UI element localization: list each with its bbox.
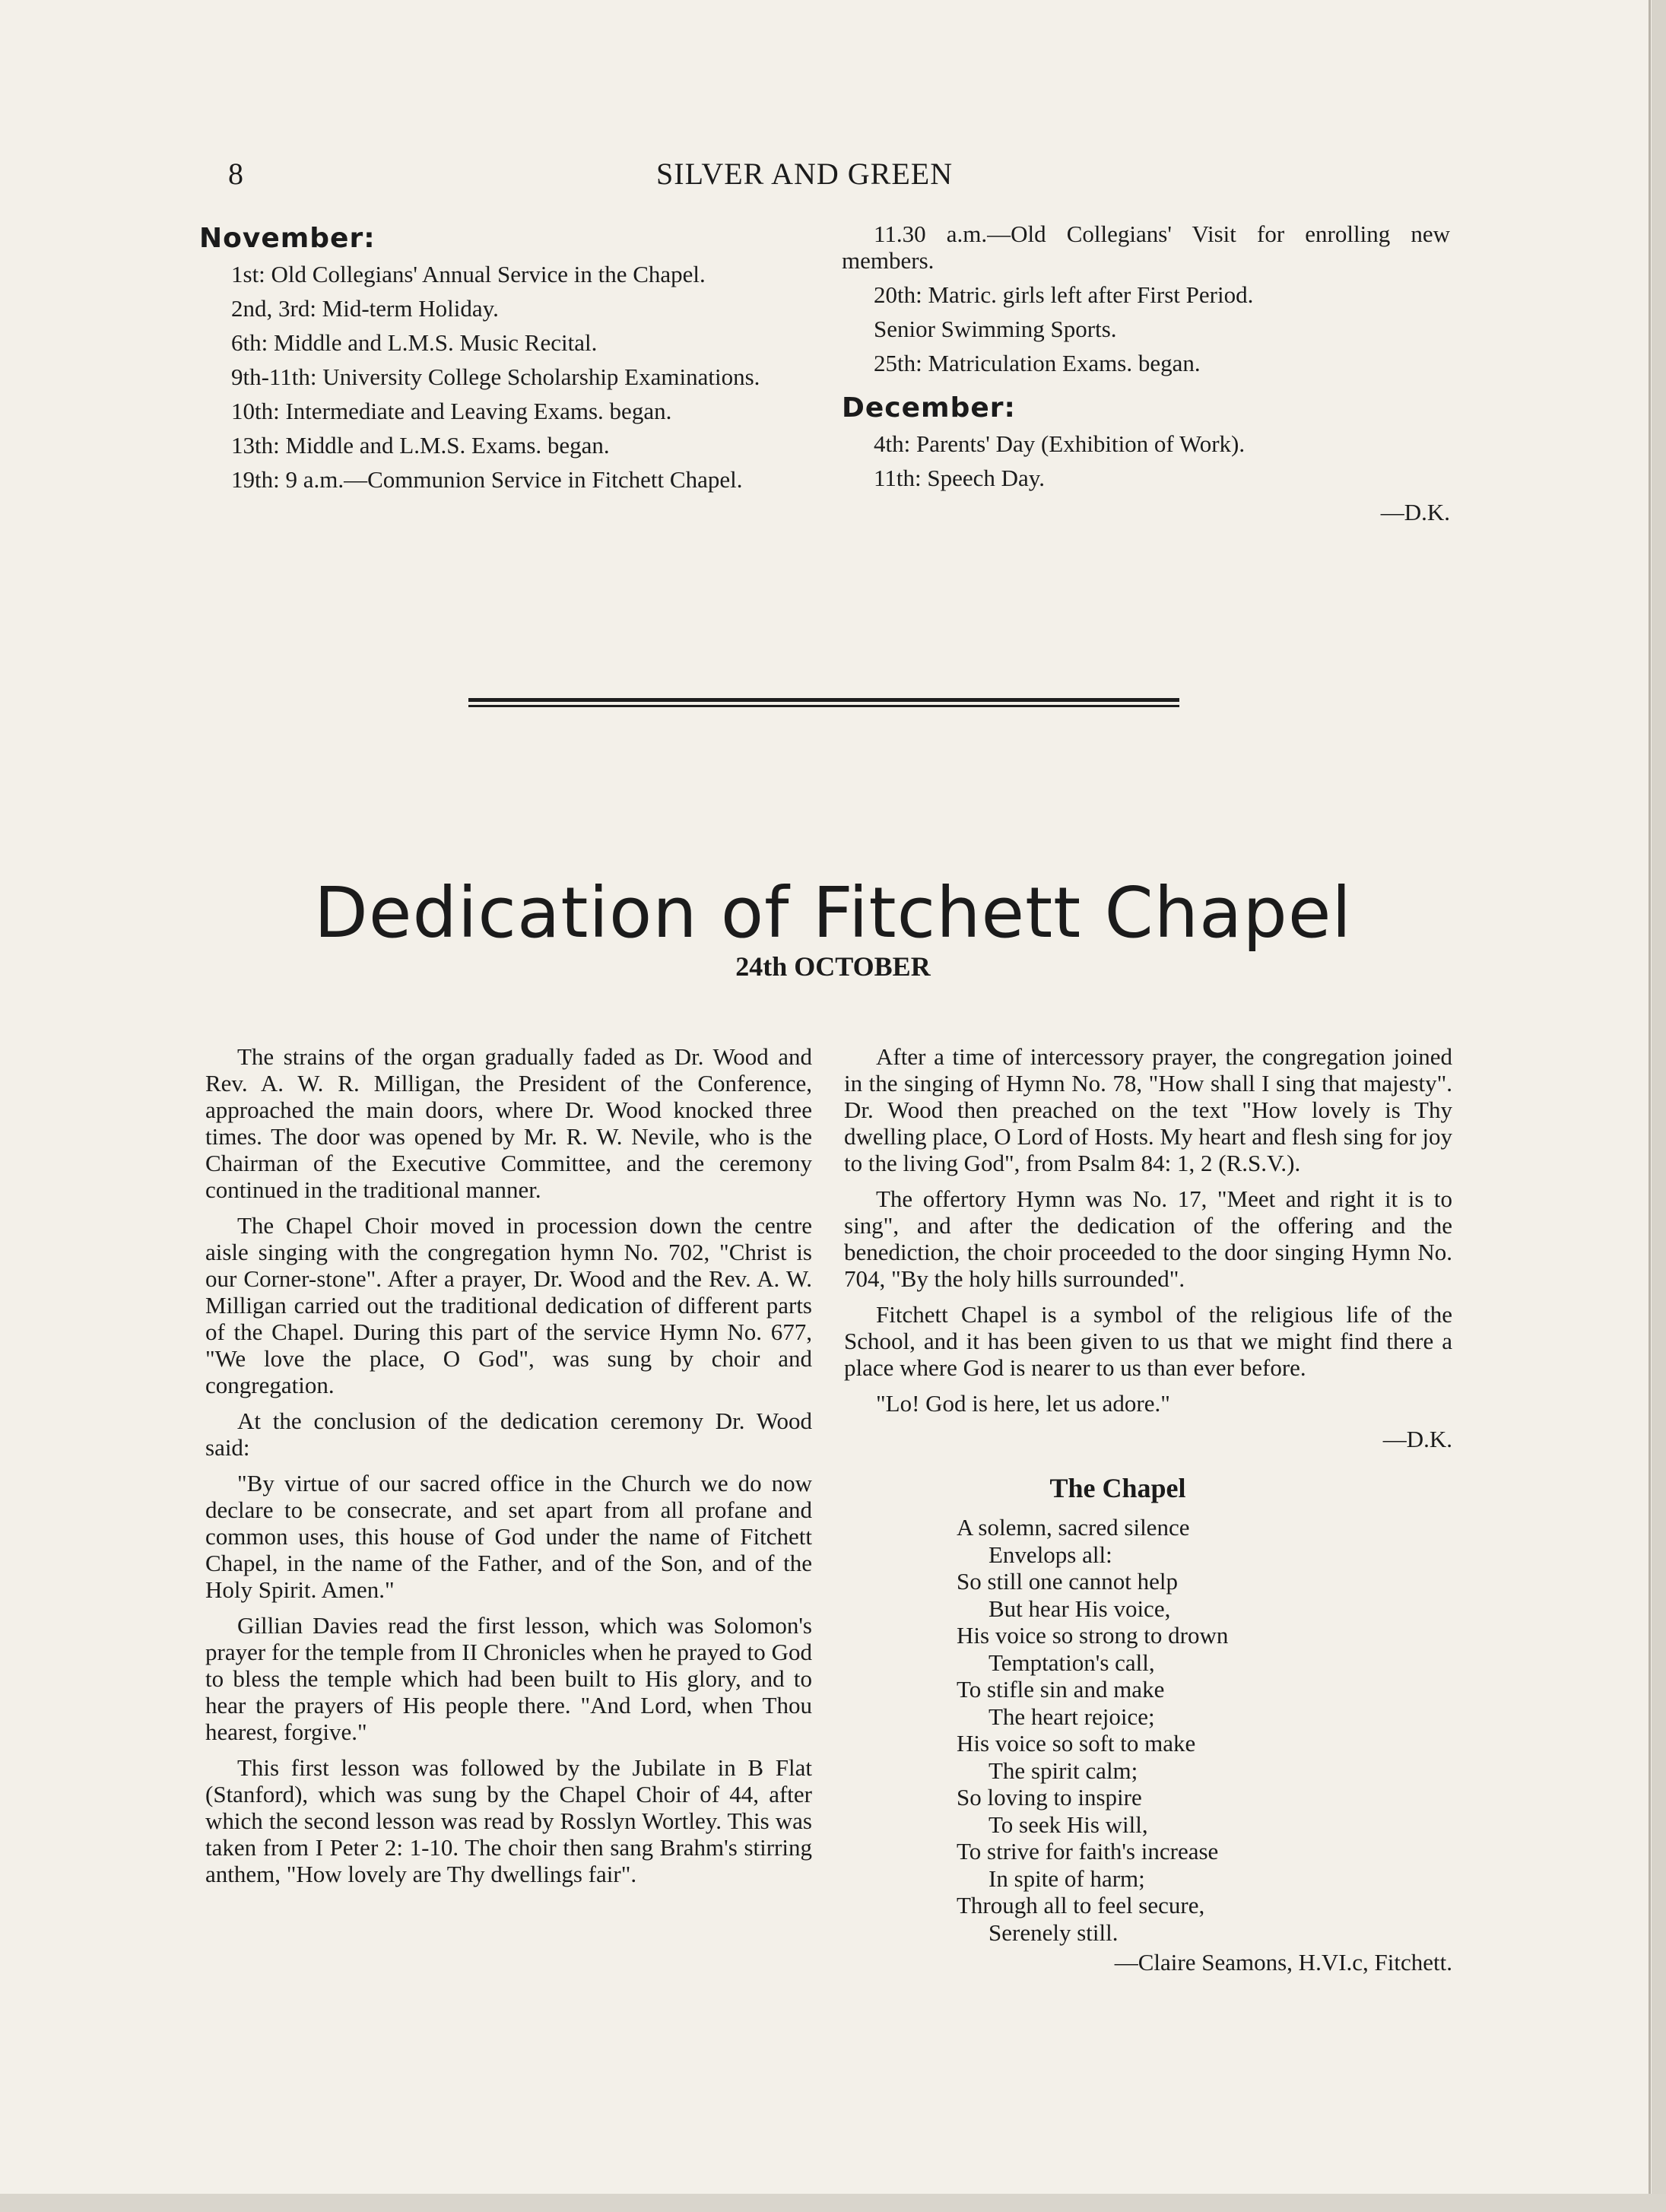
calendar-entry: 1st: Old Collegians' Annual Service in the Chapel.	[231, 261, 706, 287]
november-heading: November:	[199, 223, 376, 254]
poem-line: His voice so soft to make	[957, 1730, 1196, 1757]
article-quote: "By virtue of our sacred office in the Church we do now declare to be consecrate, and set apart from all profane and common uses, this house of God under the name of Fitchett Chapel, in the name of the Father, and of the Son, and of the Holy Spirit. Amen."	[205, 1470, 812, 1603]
calendar-entry: 4th: Parents' Day (Exhibition of Work).	[874, 430, 1246, 457]
poem-line: So loving to inspire	[957, 1784, 1142, 1811]
running-title: SILVER AND GREEN	[656, 157, 954, 191]
poem-line: Temptation's call,	[988, 1649, 1155, 1676]
article-date: 24th OCTOBER	[735, 951, 931, 982]
page-number: 8	[228, 157, 243, 191]
section-divider	[468, 698, 1179, 702]
article-paragraph: The Chapel Choir moved in procession down the centre aisle singing with the congregation hymn No. 702, "Christ is our Corner-stone". After a prayer, Dr. Wood and the Rev. A. W. Milligan carried out the traditional dedication of different parts of the Chapel. During this part of the service Hymn No. 677, "We love the place, O God", was sung by choir and congregation.	[205, 1212, 812, 1398]
poem	[957, 1514, 1452, 1976]
calendar-entry: 11.30 a.m.—Old Collegians' Visit for enrolling new members.	[842, 221, 1450, 274]
calendar-left-column	[199, 221, 808, 500]
poem-line: To strive for faith's increase	[957, 1838, 1219, 1864]
calendar-entry: 6th: Middle and L.M.S. Music Recital.	[231, 329, 598, 356]
page-edge-line	[1649, 0, 1651, 2212]
poem-title: The Chapel	[1049, 1473, 1186, 1503]
page-bottom-shadow	[0, 2194, 1666, 2212]
calendar-entry: 19th: 9 a.m.—Communion Service in Fitchett Chapel.	[231, 466, 743, 493]
calendar-right-column	[842, 221, 1450, 525]
calendar-entry: 13th: Middle and L.M.S. Exams. began.	[231, 432, 610, 459]
poem-line: His voice so strong to drown	[957, 1622, 1229, 1649]
calendar-entry: 25th: Matriculation Exams. began.	[874, 350, 1201, 376]
december-heading: December:	[842, 392, 1016, 424]
calendar-entry: 20th: Matric. girls left after First Period.	[874, 281, 1254, 308]
calendar-entry: 11th: Speech Day.	[874, 465, 1045, 491]
article-closing-line: "Lo! God is here, let us adore."	[876, 1390, 1170, 1417]
poem-line: But hear His voice,	[988, 1595, 1171, 1622]
article-paragraph: Fitchett Chapel is a symbol of the religious life of the School, and it has been given to us that we might find there a place where God is nearer to us than ever before.	[844, 1301, 1452, 1381]
article-paragraph: Gillian Davies read the first lesson, which was Solomon's prayer for the temple from II Chronicles when he prayed to God to bless the temple which had been built to His glory, and to hear the prayers of His people there. "And Lord, when Thou hearest, forgive."	[205, 1612, 812, 1745]
calendar-entry: 2nd, 3rd: Mid-term Holiday.	[231, 295, 499, 322]
calendar-signature: —D.K.	[1380, 499, 1450, 525]
poem-line: The spirit calm;	[988, 1757, 1138, 1784]
section-divider-thin	[468, 705, 1179, 707]
poem-line: A solemn, sacred silence	[957, 1514, 1190, 1541]
page-edge-shadow	[1652, 0, 1666, 2212]
article-signature: —D.K.	[1382, 1426, 1452, 1452]
article-paragraph: At the conclusion of the dedication ceremony Dr. Wood said:	[205, 1407, 812, 1461]
poem-attribution: —Claire Seamons, H.VI.c, Fitchett.	[1114, 1949, 1452, 1976]
poem-line: Through all to feel secure,	[957, 1892, 1205, 1918]
article-title: Dedication of Fitchett Chapel	[314, 871, 1352, 954]
poem-line: Serenely still.	[988, 1918, 1119, 1946]
article-paragraph: This first lesson was followed by the Jubilate in B Flat (Stanford), which was sung by the Chapel Choir of 44, after which the second lesson was read by Rosslyn Wortley. This was taken from I Peter 2: 1-10. The choir then sang Brahm's stirring anthem, "How lovely are Thy dwellings fair".	[205, 1754, 812, 1887]
article-paragraph: The offertory Hymn was No. 17, "Meet and right it is to sing", and after the dedication of the offering and the benediction, the choir proceeded to the door singing Hymn No. 704, "By the holy hills surrounded".	[844, 1185, 1452, 1292]
article-paragraph: The strains of the organ gradually faded as Dr. Wood and Rev. A. W. R. Milligan, the President of the Conference, approached the main doors, where Dr. Wood knocked three times. The door was opened by Mr. R. W. Nevile, who is the Chairman of the Executive Committee, and the ceremony continued in the traditional manner.	[205, 1043, 812, 1203]
calendar-entry: Senior Swimming Sports.	[874, 316, 1117, 342]
poem-line: To stifle sin and make	[957, 1676, 1165, 1703]
article-right-column	[844, 1043, 1452, 1976]
poem-line: So still one cannot help	[957, 1568, 1179, 1595]
poem-line: To seek His will,	[988, 1811, 1148, 1838]
calendar-entry: 9th-11th: University College Scholarship Examinations.	[231, 363, 760, 390]
poem-line: In spite of harm;	[988, 1864, 1145, 1892]
poem-line: The heart rejoice;	[988, 1703, 1155, 1730]
page-header	[228, 156, 1445, 202]
article-left-column	[205, 1043, 812, 1896]
article-paragraph: After a time of intercessory prayer, the congregation joined in the singing of Hymn No. 78, "How shall I sing that majesty". Dr. Wood then preached on the text "How lovely is Thy dwelling place, O Lord of Hosts. My heart and flesh sing for joy to the living God", from Psalm 84: 1, 2 (R.S.V.).	[844, 1043, 1452, 1176]
poem-line: Envelops all:	[988, 1541, 1112, 1568]
calendar-entry: 10th: Intermediate and Leaving Exams. began.	[231, 398, 672, 424]
